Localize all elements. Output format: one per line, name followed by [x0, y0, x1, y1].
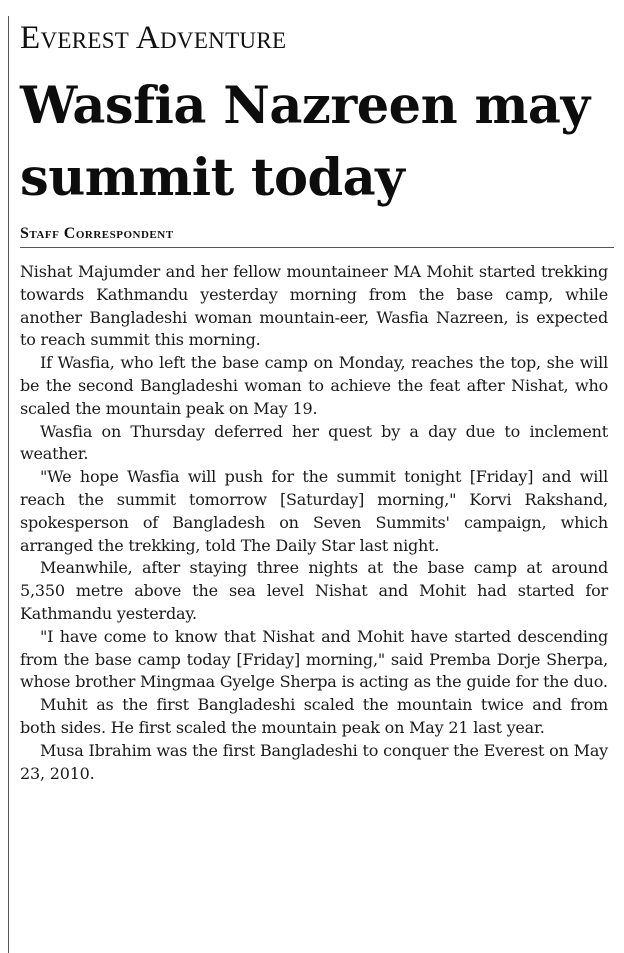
byline-divider: [20, 247, 614, 248]
article-paragraph: Nishat Majumder and her fellow mountaineer MA Mohit started trekking towards Kathmandu yesterday morning from the base camp, while another Bangladeshi woman mountain-eer, Wasfia Nazreen, is expected to reach summit this morning.: [20, 262, 608, 350]
article-paragraph: "I have come to know that Nishat and Mohit have started descending from the base camp today [Friday] morning," said Premba Dorje Sherpa, whose brother Mingmaa Gyelge Sherpa is acting as the guide for the duo.: [20, 626, 608, 692]
article-kicker: Everest Adventure: [20, 20, 287, 56]
article-paragraph: Wasfia on Thursday deferred her quest by a day due to inclement weather.: [20, 421, 608, 464]
article-byline: Staff Correspondent: [20, 225, 174, 242]
article-paragraph: Muhit as the first Bangladeshi scaled the mountain twice and from both sides. He first scaled the mountain peak on May 21 last year.: [20, 695, 608, 737]
article-headline: Wasfia Nazreen may summit today: [20, 76, 590, 208]
article-paragraph: Musa Ibrahim was the first Bangladeshi to conquer the Everest on May 23, 2010.: [20, 740, 608, 783]
article-paragraph: If Wasfia, who left the base camp on Monday, reaches the top, she will be the second Bangladeshi woman to achieve the feat after Nishat, who scaled the mountain peak on May 19.: [20, 353, 608, 418]
article-paragraph: "We hope Wasfia will push for the summit tonight [Friday] and will reach the summit tomorrow [Saturday] morning," Korvi Rakshand, spokesperson of Bangladesh on Seven Summits' campaign, which arranged the trekking, told The Daily Star last night.: [20, 467, 608, 555]
article-paragraph: Meanwhile, after staying three nights at the base camp at around 5,350 metre above the sea level Nishat and Mohit had started for Kathmandu yesterday.: [20, 558, 608, 623]
article-body: [20, 261, 608, 785]
